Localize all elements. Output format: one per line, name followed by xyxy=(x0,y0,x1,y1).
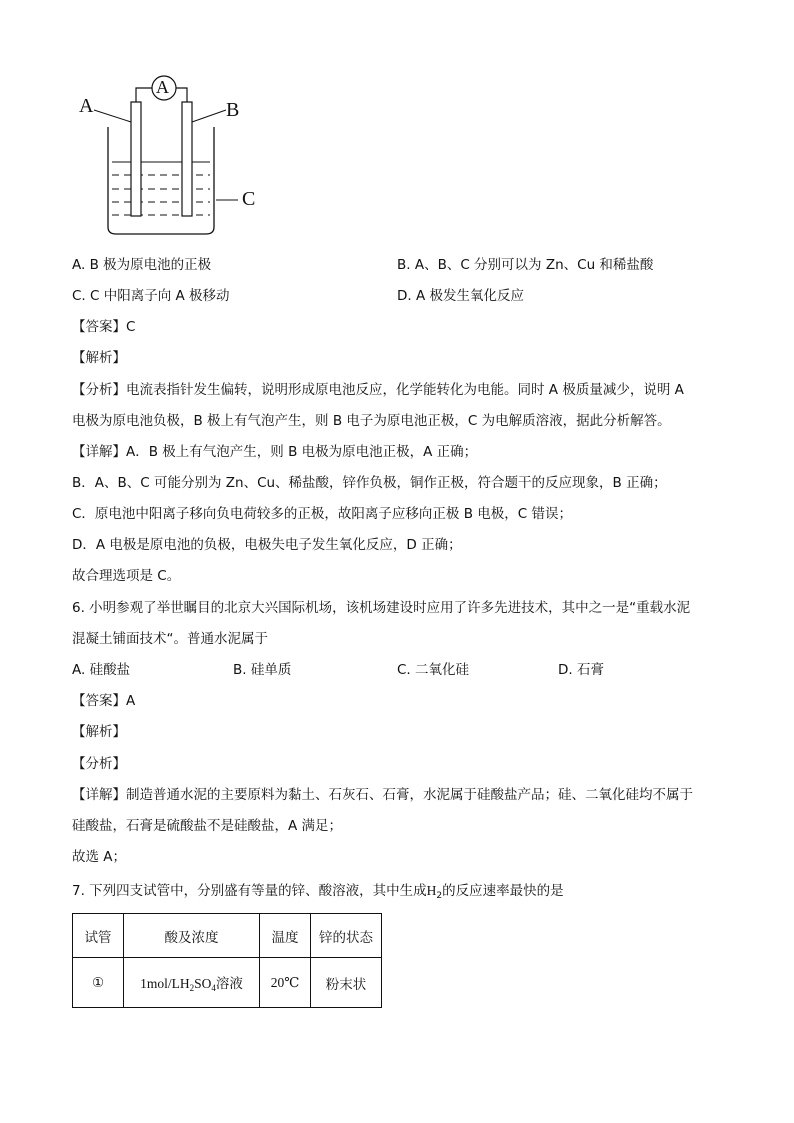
q7-stem xyxy=(72,882,564,905)
header-temp: 温度 xyxy=(260,914,311,958)
q6-stem-line-2: 混凝土铺面技术“。普通水泥属于 xyxy=(72,631,268,647)
q6-option-a: A. 硅酸盐 xyxy=(72,662,131,678)
q6-option-d: D. 石膏 xyxy=(558,662,604,678)
acid-pre: 1mol/LH xyxy=(140,976,190,991)
q7-stem-post: 的反应速率最快的是 xyxy=(442,883,564,899)
acid-sub2: 4 xyxy=(211,983,216,993)
cell-temp: 20℃ xyxy=(260,958,311,1008)
electrolyte-lines xyxy=(112,162,210,215)
q7-formula-sub: 2 xyxy=(436,891,443,901)
wire-left xyxy=(136,88,152,102)
q6-option-b: B. 硅单质 xyxy=(233,662,292,678)
galvanic-cell-svg xyxy=(76,72,266,242)
wire-right xyxy=(176,88,187,102)
table-header-row xyxy=(73,914,382,958)
q5-analysis-line-1: 【分析】电流表指针发生偏转，说明形成原电池反应，化学能转化为电能。同时 A 极质量减少，说明 A xyxy=(72,382,684,398)
table-row xyxy=(73,958,382,1008)
header-tube: 试管 xyxy=(73,914,124,958)
acid-mid: SO xyxy=(194,976,212,991)
q7-stem-pre: 7. 下列四支试管中，分别盛有等量的锌、酸溶液，其中生成 xyxy=(72,883,427,899)
leader-b xyxy=(192,110,226,122)
beaker xyxy=(108,127,214,234)
leader-a xyxy=(94,110,131,122)
q6-detail-line-1: 【详解】制造普通水泥的主要原料为黏土、石灰石、石膏，水泥属于硅酸盐产品；硅、二氧化硅均不属于 xyxy=(72,787,693,803)
electrode-a xyxy=(131,102,141,216)
header-acid: 酸及浓度 xyxy=(124,914,260,958)
q6-conclusion: 故选 A； xyxy=(72,849,127,865)
galvanic-cell-diagram xyxy=(76,72,266,242)
label-a: A xyxy=(79,95,94,117)
cell-zinc-state: 粉末状 xyxy=(311,958,382,1008)
q6-stem-line-1: 6. 小明参观了举世瞩目的北京大兴国际机场，该机场建设时应用了许多先进技术，其中之一是“重载水泥 xyxy=(72,600,691,616)
label-b: B xyxy=(226,99,240,121)
q5-analysis-head: 【解析】 xyxy=(72,350,126,366)
q5-detail-line-4: D．A 电极是原电池的负极，电极失电子发生氧化反应，D 正确； xyxy=(72,537,462,553)
q6-detail-line-2: 硅酸盐，石膏是硫酸盐不是硅酸盐，A 满足； xyxy=(72,818,343,834)
q5-analysis-line-2: 电极为原电池负极，B 极上有气泡产生，则 B 电子为原电池正极，C 为电解质溶液，据此分析解答。 xyxy=(72,413,671,429)
q6-answer: 【答案】A xyxy=(72,693,136,709)
q5-detail-line-1: 【详解】A．B 极上有气泡产生，则 B 电极为原电池正极，A 正确； xyxy=(72,444,478,460)
acid-post: 溶液 xyxy=(215,976,243,992)
label-c: C xyxy=(242,188,256,210)
q5-option-a: A. B 极为原电池的正极 xyxy=(72,257,212,273)
acid-sub1: 2 xyxy=(189,983,195,993)
cell-acid xyxy=(124,958,260,1008)
q5-conclusion: 故合理选项是 C。 xyxy=(72,568,181,584)
q7-table xyxy=(72,913,382,1008)
q5-option-c: C. C 中阳离子向 A 极移动 xyxy=(72,288,230,304)
cell-tube: ① xyxy=(73,958,124,1008)
q5-option-d: D. A 极发生氧化反应 xyxy=(397,288,525,304)
header-zinc-state: 锌的状态 xyxy=(311,914,382,958)
q5-detail-line-2: B．A、B、C 可能分别为 Zn、Cu、稀盐酸，锌作负极，铜作正极，符合题干的反应现象，B 正确； xyxy=(72,475,667,491)
q5-detail-line-3: C．原电池中阳离子移向负电荷较多的正极，故阳离子应移向正极 B 电极，C 错误； xyxy=(72,506,572,522)
q6-analysis-head: 【解析】 xyxy=(72,724,126,740)
q5-option-b: B. A、B、C 分别可以为 Zn、Cu 和稀盐酸 xyxy=(397,257,654,273)
q6-analysis: 【分析】 xyxy=(72,756,126,772)
electrode-b xyxy=(182,102,192,216)
ammeter-label: A xyxy=(156,77,169,97)
q7-formula-h: H xyxy=(426,883,437,898)
q6-option-c: C. 二氧化硅 xyxy=(397,662,470,678)
q5-answer: 【答案】C xyxy=(72,319,136,335)
